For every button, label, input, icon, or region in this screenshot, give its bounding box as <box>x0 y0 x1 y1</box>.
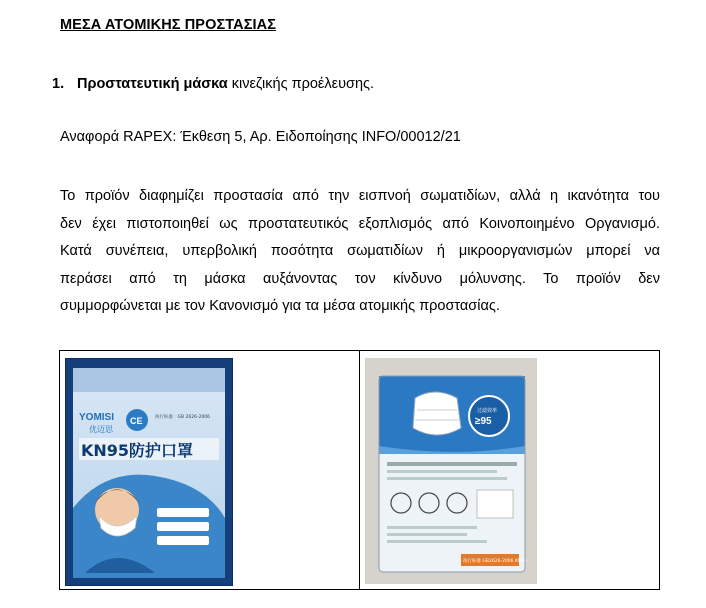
item-1 <box>52 76 374 92</box>
brand-cn-text: 优迈思 <box>89 425 113 434</box>
paragraph-line: συμμορφώνεται με τον Κανονισμό για τα μέσα ατομικής προστασίας. <box>60 298 500 314</box>
item-title: Προστατευτική μάσκα <box>77 76 228 92</box>
photo-cell-front <box>60 351 360 590</box>
badge-cn-text: 过滤效率 <box>477 408 498 414</box>
paragraph-line: δεν έχει πιστοποιηθεί ως προστατευτικός εξοπλισμός από Κοινοποιημένο Οργανισμό. <box>60 215 660 232</box>
footer-text: 执行标准 GB2626-2006 KN95 <box>463 559 528 564</box>
section-heading: ΜΕΣΑ ΑΤΟΜΙΚΗΣ ΠΡΟΣΤΑΣΙΑΣ <box>60 17 277 33</box>
brand-text: YOMISI <box>79 412 115 423</box>
photos-table <box>59 350 660 590</box>
paragraph-line: περάσει από τη μάσκα αυξάνοντας τον κίνδυνο μόλυνσης. Το προϊόν δεν <box>60 270 660 287</box>
product-text: KN95防护口罩 <box>81 441 194 460</box>
mask-package-front-photo <box>65 358 233 586</box>
rapex-reference: Αναφορά RAPEX: Έκθεση 5, Αρ. Ειδοποίησης INFO/00012/21 <box>60 129 461 145</box>
paragraph-line: Κατά συνέπεια, υπερβολική ποσότητα σωματιδίων ή μικροοργανισμών μπορεί να <box>60 243 660 259</box>
badge-value-text: ≥95 <box>475 416 492 427</box>
item-number: 1. <box>52 76 65 92</box>
standard-text: 执行标准：GB 2626-2006 <box>155 415 211 420</box>
badge-text: CE <box>130 416 143 426</box>
item-origin: κινεζικής προέλευσης. <box>227 76 375 92</box>
description-paragraph <box>60 183 660 321</box>
mask-package-back-photo <box>365 358 537 584</box>
paragraph-line: Το προϊόν διαφημίζει προστασία από την εισπνοή σωματιδίων, αλλά η ικανότητα του <box>60 188 660 204</box>
photo-cell-back <box>360 351 660 590</box>
